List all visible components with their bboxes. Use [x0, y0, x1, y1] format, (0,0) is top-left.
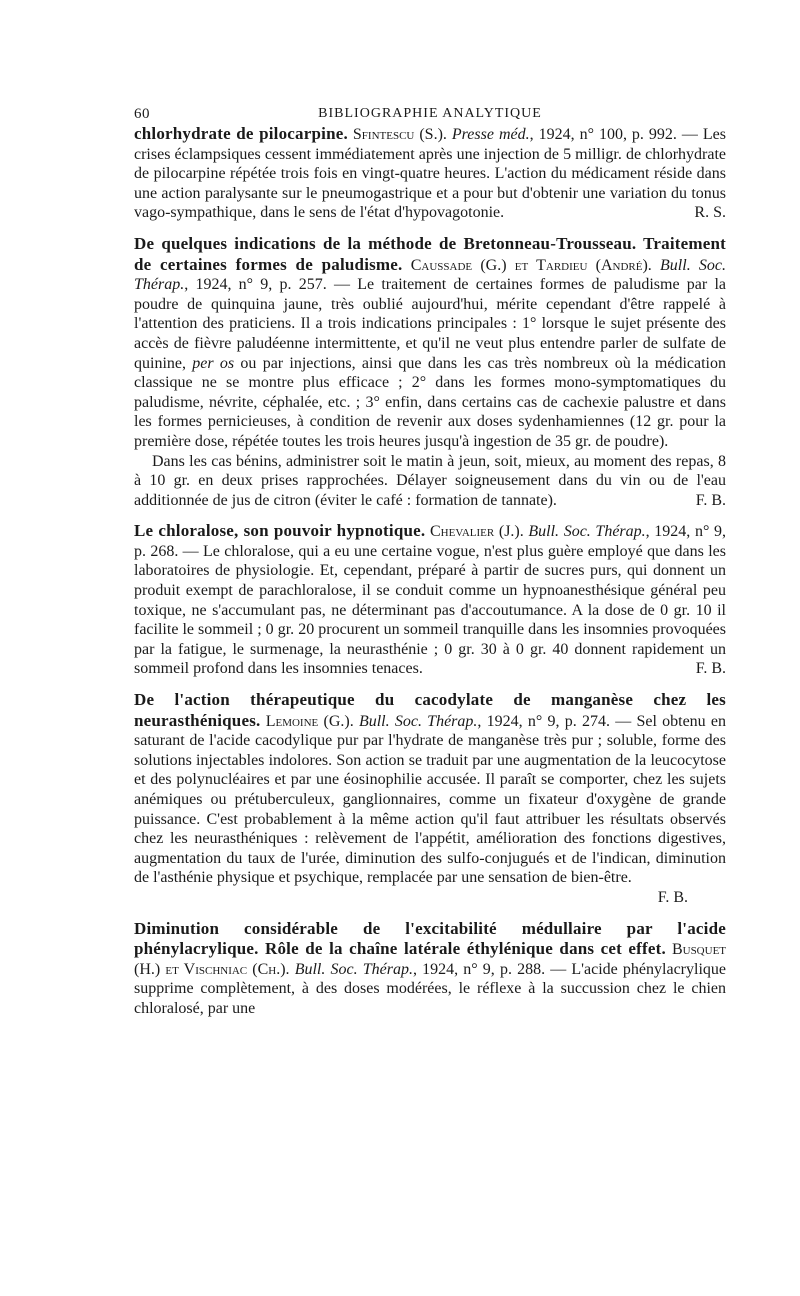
entry-paragraph-text: Dans les cas bénins, administrer soit le matin à jeun, soit, mieux, au moment des repas, 8 à 10 gr. en deux prises rapprochées. Délayer soigneusement dans du vin ou de l'eau additionnée de jus de citron (éviter le café : formation de tannate).: [134, 452, 726, 509]
entry-title: Le chloralose, son pouvoir hypnotique.: [134, 521, 426, 541]
bibliography-entry: [134, 919, 726, 1019]
entry-paragraph: [134, 452, 726, 511]
entry-citation: , 1924, n° 9, p. 257.: [184, 276, 327, 294]
entry-author: Sfintescu (S.).: [352, 126, 447, 143]
page: [134, 98, 726, 1019]
entry-title: chlorhydrate de pilocarpine.: [134, 124, 348, 143]
entry-body: — L'acide phénylacrylique supprime complètement, à des doses modérées, le réflexe à la succussion chez le chien chloralosé, par une: [134, 960, 726, 1017]
entry-body-italic: per os: [192, 354, 235, 372]
entry-signature: F. B.: [657, 888, 688, 906]
entry-body: — Sel obtenu en saturant de l'acide cacodylique pur par l'hydrate de manganèse très pur ; soluble, forme des solutions injectables indolores. Son action se traduit par une augmentation de la leucocytose et des polynucléaires et par une éosinophilie accusée. Il paraît se comporter, chez les sujets anémiques ou prétuberculeux, ganglionnaires, comme un fixateur d'oxygène de grande puissance. C'est probablement à la même action qu'il faut attribuer les résultats observés chez les neurasthéniques : relèvement de l'appétit, amélioration des fonctions digestives, augmentation du taux de l'urée, diminution des sulfo-conjugués et de l'indican, diminution de l'asthénie physique et psychique, remplacée par une sensation de bien-être.: [134, 712, 727, 887]
entry-citation: , 1924, n° 100, p. 992.: [529, 126, 677, 143]
entry-journal: Bull. Soc. Thérap.: [528, 523, 646, 541]
entry-signature: R. S.: [694, 204, 726, 222]
entry-journal: Bull. Soc. Thérap.: [294, 960, 413, 978]
entry-body-continued: ou par injections, ainsi que dans les cas très nombreux où la médication classique ne se montre plus efficace ; 2° dans les formes mono-symptomatiques du paludisme, névrite, céphalée, etc. ; 3° enfin, dans certains cas de cachexie palustre et dans les formes pernicieuses, à condition de revenir aux doses sydenhamiennes (12 gr. pour la première dose, répétée toutes les trois heures jusqu'à ingestion de 35 gr. de poudre).: [134, 354, 726, 450]
bibliography-entry: [134, 124, 726, 223]
running-head-title: BIBLIOGRAPHIE ANALYTIQUE: [318, 106, 542, 121]
entry-journal: Bull. Soc. Thérap.: [134, 256, 727, 294]
bibliography-entry: [134, 690, 726, 908]
entry-author: Busquet (H.) et Vischniac (Ch.).: [134, 941, 727, 978]
entry-title: De l'action thérapeutique du cacodylate de manganèse chez les neurasthéniques.: [134, 690, 726, 730]
page-number: 60: [134, 106, 150, 122]
entry-author: Caussade (G.) et Tardieu (André).: [410, 256, 652, 274]
entry-author: Chevalier (J.).: [429, 523, 524, 541]
entry-body: — Les crises éclampsiques cessent immédiatement après une injection de 5 milligr. de chlorhydrate de pilocarpine répétée trois fois en vingt-quatre heures. L'action du médicament réside dans une action paralysante sur le pneumogastrique et a pour but d'obtenir une variation du tonus vago-sympathique, dans le sens de l'état d'hypovagotonie.: [134, 126, 726, 222]
entry-body: — Le traitement de certaines formes de paludisme par la poudre de quinquina jaune, très oublié aujourd'hui, mérite cependant d'être rappelé à l'attention des praticiens. Il a trois indications principales : 1° lorsque le sujet présente des accès de fièvre paludéenne intermittente, et qu'il ne veut plus entendre parler de sulfate de quinine,: [134, 276, 726, 372]
entry-citation: , 1924, n° 9, p. 288.: [412, 960, 546, 978]
entry-citation: , 1924, n° 9, p. 274.: [477, 712, 610, 730]
bibliography-entry: [134, 234, 726, 510]
entry-journal: Presse méd.: [451, 126, 530, 143]
entry-author: Lemoine (G.).: [265, 712, 354, 730]
entry-body: — Le chloralose, qui a eu une certaine vogue, n'est plus guère employé que dans les laboratoires de physiologie. Et, cependant, préparé à partir de sucres purs, qui donnent un produit exempt de parachloralose, il se conduit comme un hypnoanesthésique général peu toxique, ne s'accumulant pas, ne déterminant pas d'accoutumance. A la dose de 0 gr. 10 il facilite le sommeil ; 0 gr. 20 procurent un sommeil tranquille dans les insomnies provoquées par la fatigue, le surmenage, la neurasthénie ; 0 gr. 30 à 0 gr. 40 donnent rapidement un sommeil profond dans les insomnies tenaces.: [134, 542, 726, 678]
entry-citation: , 1924, n° 9, p. 268.: [134, 523, 726, 560]
running-head: [134, 98, 726, 124]
entry-signature: F. B.: [695, 491, 726, 509]
entry-title: De quelques indications de la méthode de Bretonneau-Trousseau. Traitement de certaines formes de paludisme.: [134, 233, 726, 274]
entry-title: Diminution considérable de l'excitabilité médullaire par l'acide phénylacrylique. Rôle de la chaîne latérale éthylénique dans cet effet.: [134, 918, 726, 959]
bibliography-entry: [134, 521, 726, 679]
entry-journal: Bull. Soc. Thérap.: [358, 712, 478, 730]
entry-signature: F. B.: [695, 660, 726, 678]
